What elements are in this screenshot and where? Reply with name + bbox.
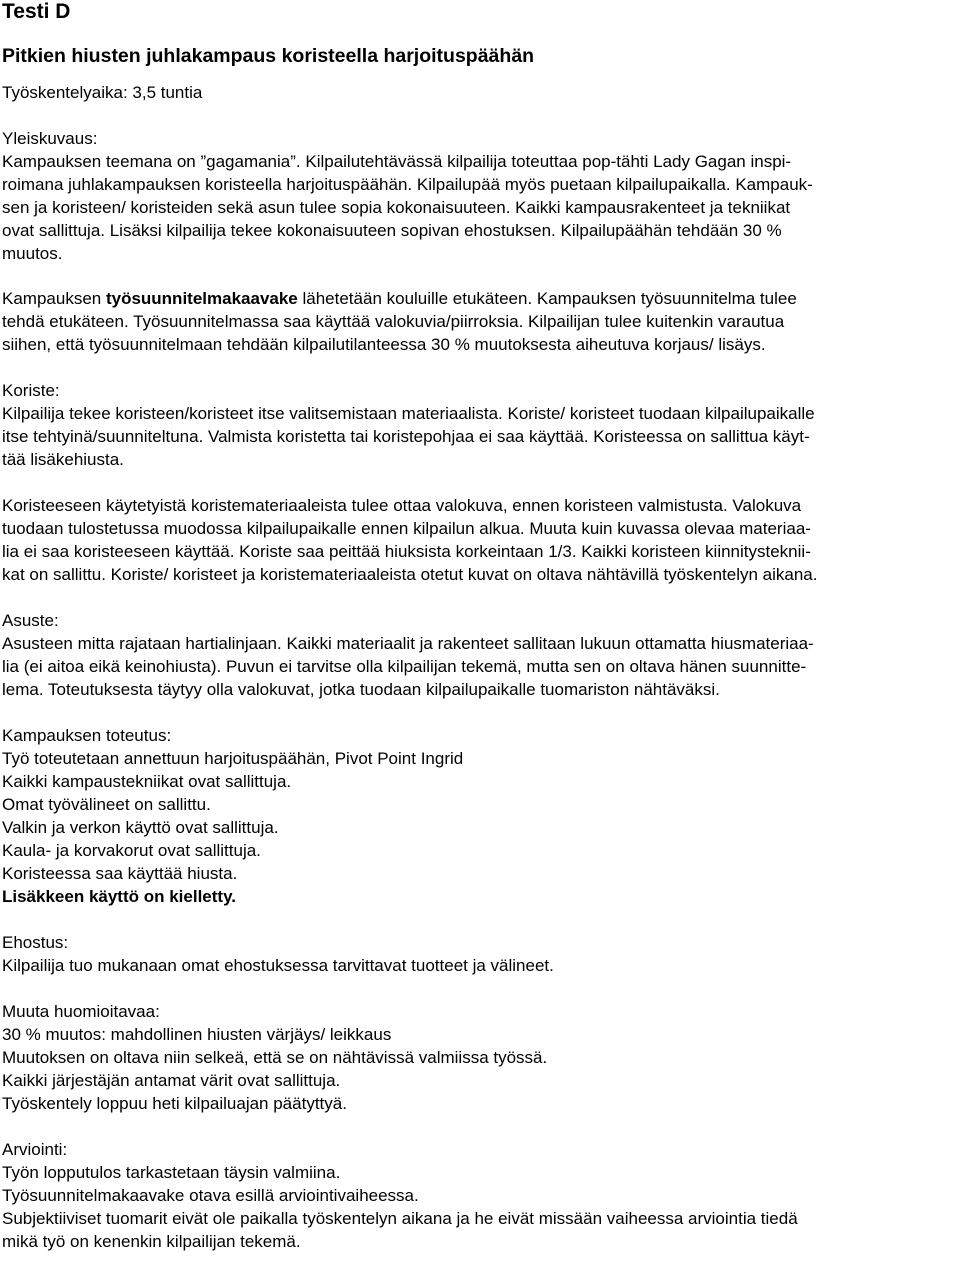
koriste-line: Kilpailija tekee koristeen/koristeet itse valitsemistaan materiaalista. Koriste/ koristeet tuodaan kilpailupaikalle (2, 404, 815, 423)
plan-line: tehdä etukäteen. Työsuunnitelmassa saa käyttää valokuvia/piirroksia. Kilpailijan tulee kuitenkin varautua (2, 312, 785, 331)
koriste-line: kat on sallittu. Koriste/ koristeet ja koristemateriaaleista otetut kuvat on oltava nähtävillä työskentelyn aikana. (2, 565, 818, 584)
asuste-line: lema. Toteutuksesta täytyy olla valokuvat, jotka tuodaan kilpailupaikalle tuomariston nähtäväksi. (2, 680, 720, 699)
koriste-section (2, 379, 958, 586)
asuste-section (2, 609, 958, 701)
ehostus-heading: Ehostus: (2, 933, 69, 952)
toteutus-line: Kaikki kampaustekniikat ovat sallittuja. (2, 772, 292, 791)
muuta-line: Muutoksen on oltava niin selkeä, että se on nähtävissä valmiissa työssä. (2, 1048, 548, 1067)
koriste-line: itse tehtyinä/suunniteltuna. Valmista koristetta tai koristepohjaa ei saa käyttää. Koristeessa on sallittua käyt- (2, 427, 810, 446)
asuste-line: lia (ei aitoa eikä keinohiusta). Puvun ei tarvitse olla kilpailijan tekemä, mutta sen on oltava hänen suunnitte- (2, 657, 807, 676)
arviointi-line: Työsuunnitelmakaavake otava esillä arviointivaiheessa. (2, 1186, 419, 1205)
asuste-heading: Asuste: (2, 611, 59, 630)
arviointi-line: mikä työ on kenenkin kilpailijan tekemä. (2, 1232, 301, 1251)
plan-line: siihen, että työsuunnitelmaan tehdään kilpailutilanteessa 30 % muutoksesta aiheutuva korjaus/ lisäys. (2, 335, 766, 354)
koriste-line: lia ei saa koristeeseen käyttää. Koriste saa peittää hiuksista korkeintaan 1/3. Kaikki koristeen kiinnitysteknii- (2, 542, 811, 561)
overview-line: roimana juhlakampauksen koristeella harjoituspäähän. Kilpailupää myös puetaan kilpailupaikalla. Kampauk- (2, 175, 813, 194)
document-page (2, 0, 958, 1253)
ehostus-line: Kilpailija tuo mukanaan omat ehostuksessa tarvittavat tuotteet ja välineet. (2, 956, 554, 975)
document-title: Testi D (2, 0, 71, 23)
ehostus-section (2, 931, 958, 977)
overview-heading: Yleiskuvaus: (2, 129, 98, 148)
toteutus-line: Työ toteutetaan annettuun harjoituspäähän, Pivot Point Ingrid (2, 749, 464, 768)
arviointi-line: Subjektiiviset tuomarit eivät ole paikalla työskentelyn aikana ja he eivät missään vaiheessa arviointia tiedä (2, 1209, 798, 1228)
toteutus-line: Valkin ja verkon käyttö ovat sallittuja. (2, 818, 279, 837)
koriste-line: tää lisäkehiusta. (2, 450, 124, 469)
plan-section (2, 287, 958, 356)
toteutus-line: Koristeessa saa käyttää hiusta. (2, 864, 238, 883)
document-subtitle: Pitkien hiusten juhlakampaus koristeella harjoituspäähän (2, 45, 535, 67)
koriste-line: Koristeeseen käytetyistä koristemateriaaleista tulee ottaa valokuva, ennen koristeen valmistusta. Valokuva (2, 496, 802, 515)
muuta-line: 30 % muutos: mahdollinen hiusten värjäys/ leikkaus (2, 1025, 392, 1044)
plan-form-name: työsuunnitelmakaavake (105, 289, 298, 308)
muuta-line: Kaikki järjestäjän antamat värit ovat sallittuja. (2, 1071, 341, 1090)
koriste-line: tuodaan tulostetussa muodossa kilpailupaikalle ennen kilpailun alkua. Muuta kuin kuvassa olevaa materiaa- (2, 519, 811, 538)
worktime-text: Työskentelyaika: 3,5 tuntia (2, 83, 203, 102)
toteutus-section (2, 724, 958, 908)
asuste-line: Asusteen mitta rajataan hartialinjaan. Kaikki materiaalit ja rakenteet sallitaan lukuun ottamatta hiusmateriaa- (2, 634, 814, 653)
overview-line: muutos. (2, 244, 63, 263)
plan-line (2, 287, 958, 310)
koriste-heading: Koriste: (2, 381, 60, 400)
overview-line: ovat sallittuja. Lisäksi kilpailija tekee kokonaisuuteen sopivan ehostuksen. Kilpailupäähän tehdään 30 % (2, 221, 782, 240)
arviointi-line: Työn lopputulos tarkastetaan täysin valmiina. (2, 1163, 341, 1182)
overview-line: sen ja koristeen/ koristeiden sekä asun tulee sopia kokonaisuuteen. Kaikki kampausrakenteet ja tekniikat (2, 198, 791, 217)
overview-section (2, 127, 958, 265)
arviointi-heading: Arviointi: (2, 1140, 68, 1159)
toteutus-line: Kaula- ja korvakorut ovat sallittuja. (2, 841, 261, 860)
arviointi-section (2, 1138, 958, 1253)
overview-line: Kampauksen teemana on ”gagamania”. Kilpailutehtävässä kilpailija toteuttaa pop-tähti Lady Gagan inspi- (2, 152, 792, 171)
muuta-heading: Muuta huomioitavaa: (2, 1002, 160, 1021)
toteutus-prohibition: Lisäkkeen käyttö on kielletty. (2, 887, 236, 906)
toteutus-heading: Kampauksen toteutus: (2, 726, 172, 745)
plan-text: lähetetään kouluille etukäteen. Kampauksen työsuunnitelma tulee (297, 289, 797, 308)
muuta-section (2, 1000, 958, 1115)
toteutus-line: Omat työvälineet on sallittu. (2, 795, 211, 814)
plan-text: Kampauksen (2, 289, 106, 308)
muuta-line: Työskentely loppuu heti kilpailuajan päätyttyä. (2, 1094, 347, 1113)
